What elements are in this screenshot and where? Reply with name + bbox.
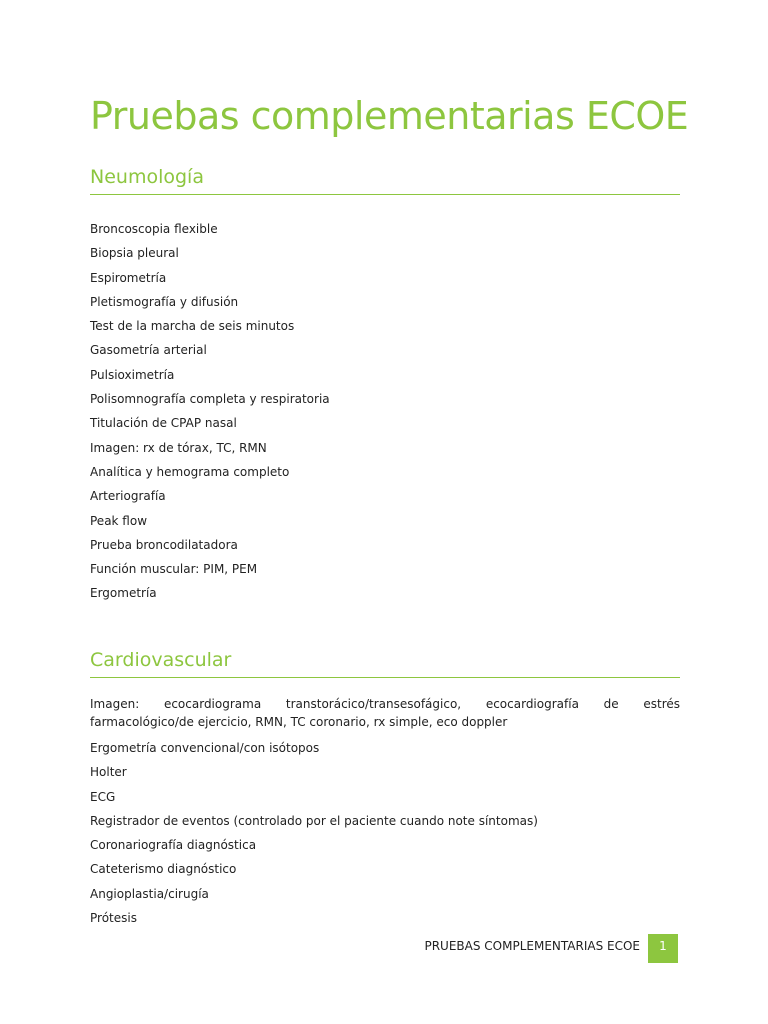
page-footer <box>0 934 768 963</box>
section-heading: Cardiovascular <box>90 647 680 678</box>
list-item: Imagen: rx de tórax, TC, RMN <box>90 440 267 455</box>
list-item: Analítica y hemograma completo <box>90 464 290 479</box>
list-item: Coronariografía diagnóstica <box>90 838 257 853</box>
list-item: Prueba broncodilatadora <box>90 537 238 552</box>
test-list <box>90 217 680 606</box>
footer-running-title: PRUEBAS COMPLEMENTARIAS ECOE <box>424 939 640 953</box>
document-title: Pruebas complementarias ECOE <box>90 94 689 138</box>
list-item: Pulsioximetría <box>90 367 175 382</box>
list-item: Titulación de CPAP nasal <box>90 416 237 431</box>
list-item: Función muscular: PIM, PEM <box>90 562 258 577</box>
list-item: Broncoscopia flexible <box>90 222 218 236</box>
list-item: Pletismografía y difusión <box>90 294 239 309</box>
section-neumologia <box>90 164 680 606</box>
list-item: Espirometría <box>90 270 167 285</box>
page-number-badge: 1 <box>648 934 678 963</box>
list-item: Imagen: ecocardiograma transtorácico/transesofágico, ecocardiografía de estrés farmacológico/de ejercicio, RMN, TC coronario, rx simple, eco doppler <box>90 697 680 729</box>
section-heading: Neumología <box>90 164 680 195</box>
list-item: Cateterismo diagnóstico <box>90 862 237 877</box>
test-list <box>90 695 680 930</box>
list-item: Registrador de eventos (controlado por el paciente cuando note síntomas) <box>90 813 538 828</box>
list-item: ECG <box>90 789 116 804</box>
list-item: Test de la marcha de seis minutos <box>90 319 295 334</box>
section-cardiovascular <box>90 647 680 930</box>
list-item: Ergometría convencional/con isótopos <box>90 741 320 755</box>
list-item: Peak flow <box>90 513 148 528</box>
list-item: Gasometría arterial <box>90 343 207 358</box>
list-item: Arteriografía <box>90 489 166 504</box>
list-item: Biopsia pleural <box>90 246 179 261</box>
list-item: Prótesis <box>90 911 137 926</box>
list-item: Holter <box>90 765 127 780</box>
list-item: Polisomnografía completa y respiratoria <box>90 392 330 407</box>
list-item: Angioplastia/cirugía <box>90 886 209 901</box>
list-item: Ergometría <box>90 586 157 601</box>
